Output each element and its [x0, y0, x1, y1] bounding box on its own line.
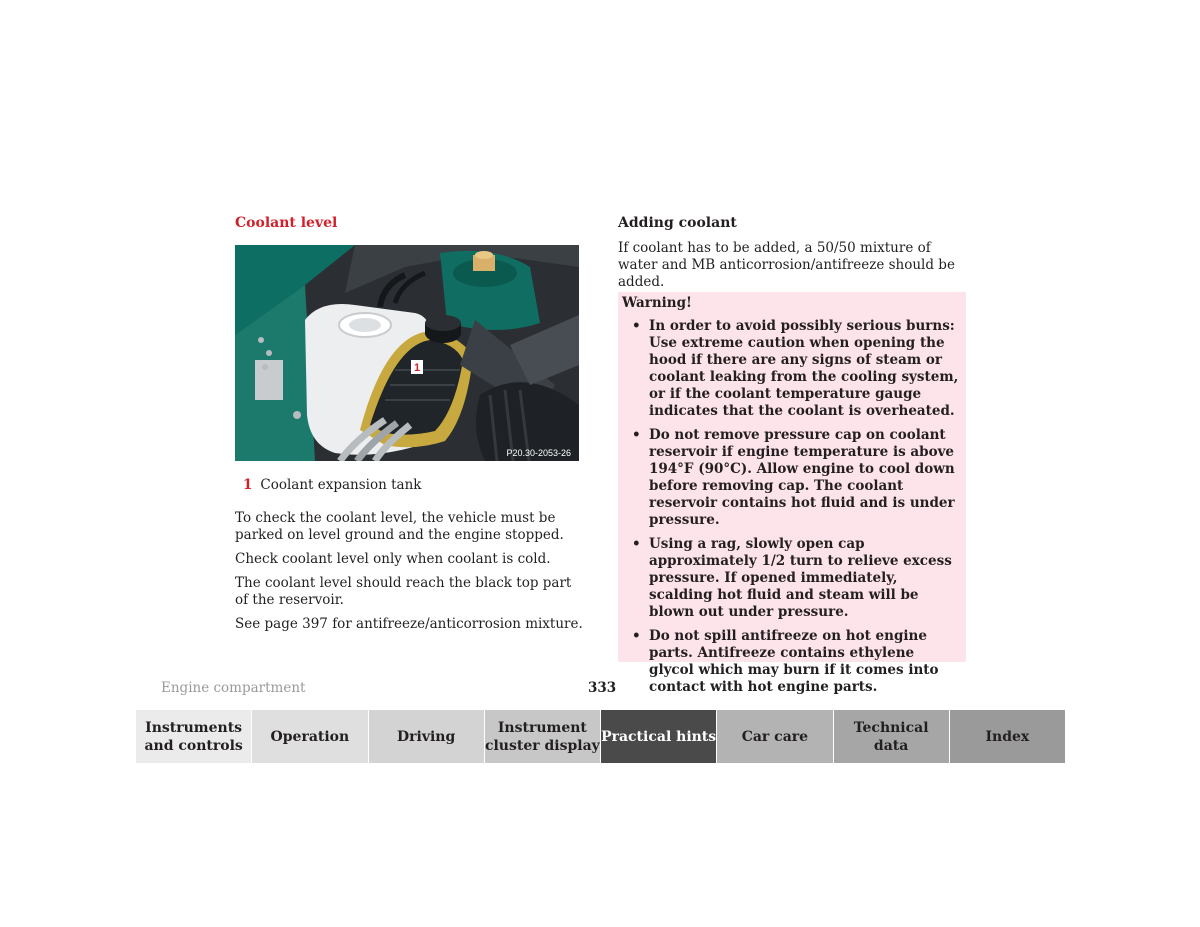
bullet-icon: •: [632, 318, 641, 334]
warning-item-text: Using a rag, slowly open cap approximately 1/2 turn to relieve excess pressure. If opened immediately, scalding hot fluid and steam will be blown out under pressure.: [649, 536, 952, 620]
bullet-icon: •: [632, 536, 641, 552]
warning-item-text: Do not remove pressure cap on coolant reservoir if engine temperature is above 194°F (90°C). Allow engine to cool down before removing cap. The coolant reservoir contains hot fluid and is under pressure.: [649, 427, 955, 528]
tab-technical-data[interactable]: [833, 710, 949, 763]
tab-driving[interactable]: [368, 710, 484, 763]
adding-coolant-heading: Adding coolant: [618, 215, 737, 231]
tab-label-line: Technical: [853, 719, 929, 736]
footer-section-name: Engine compartment: [161, 680, 306, 696]
tab-operation[interactable]: [251, 710, 367, 763]
body-paragraph: Check coolant level only when coolant is cold.: [235, 551, 551, 567]
tab-label-line: and controls: [144, 737, 243, 754]
caption-text: Coolant expansion tank: [260, 477, 422, 493]
tab-index[interactable]: [949, 710, 1065, 763]
chapter-nav: [136, 710, 1065, 763]
tab-instruments-and-controls[interactable]: [136, 710, 251, 763]
figure-callout-label: 1: [413, 362, 421, 374]
tab-label: Driving: [396, 728, 456, 745]
section-title: Coolant level: [235, 215, 338, 231]
warning-item: [622, 318, 962, 420]
tab-label-line: Instrument: [497, 719, 587, 736]
tab-label: Operation: [270, 728, 350, 745]
warning-item: [622, 628, 962, 696]
engine-compartment-illustration: [235, 245, 579, 461]
tab-label-line: cluster display: [484, 737, 600, 754]
tab-car-care[interactable]: [716, 710, 832, 763]
tab-practical-hints[interactable]: [600, 710, 716, 763]
tab-label: Practical hints: [601, 728, 717, 745]
caption-number: 1: [243, 477, 253, 493]
tab-label: Car care: [741, 728, 809, 745]
body-paragraph: To check the coolant level, the vehicle must be parked on level ground and the engine stopped.: [235, 510, 564, 543]
warning-item: [622, 427, 962, 529]
warning-item-text: In order to avoid possibly serious burns: Use extreme caution when opening the hood if there are any signs of steam or coolant leaking from the cooling system, or if the coolant temperature gauge indicates that the coolant is overheated.: [649, 318, 959, 419]
figure-caption: [243, 477, 421, 493]
body-paragraph: See page 397 for antifreeze/anticorrosion mixture.: [235, 616, 583, 632]
bullet-icon: •: [632, 628, 641, 644]
body-paragraph: The coolant level should reach the black top part of the reservoir.: [235, 575, 572, 608]
warning-item-text: Do not spill antifreeze on hot engine parts. Antifreeze contains ethylene glycol which may burn if it comes into contact with hot engine parts.: [649, 628, 939, 695]
tab-label: Index: [985, 728, 1030, 745]
tab-label-line: Instruments: [145, 719, 243, 736]
warning-box: [618, 292, 966, 695]
warning-item: [622, 536, 962, 621]
tab-label-line: data: [873, 737, 909, 754]
warning-title: Warning!: [622, 295, 692, 311]
bullet-icon: •: [632, 427, 641, 443]
warning-list: [622, 318, 962, 696]
tab-instrument-cluster-display[interactable]: [484, 710, 600, 763]
adding-coolant-paragraph: If coolant has to be added, a 50/50 mixture of water and MB anticorrosion/antifreeze should be added.: [618, 240, 955, 290]
page-number: 333: [588, 680, 617, 696]
figure-code-label: P20.30-2053-26: [506, 448, 571, 458]
